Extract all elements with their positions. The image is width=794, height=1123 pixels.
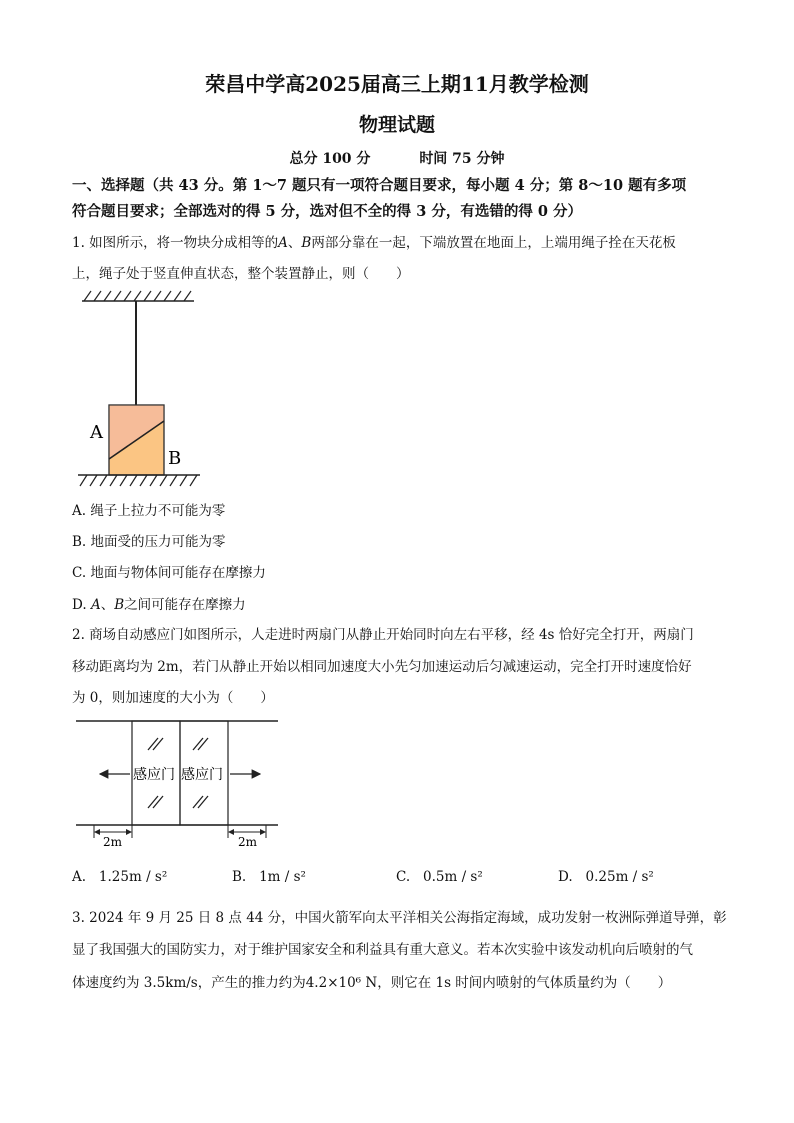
q2-c-label: C. bbox=[396, 869, 411, 885]
q3-stem-line3 bbox=[72, 971, 671, 991]
q2-b-label: B. bbox=[232, 869, 247, 885]
q3-text: 体速度约为 3.5km/s，产生的推力约为 bbox=[72, 975, 306, 991]
q1-var-a: A bbox=[278, 235, 288, 251]
q1-option-a[interactable]: A. 绳子上拉力不可能为零 bbox=[72, 503, 226, 519]
page-subtitle: 物理试题 bbox=[358, 114, 435, 136]
q2-option-a[interactable] bbox=[72, 869, 167, 885]
q3-stem-line2: 显了我国强大的国防实力，对于维护国家安全和利益具有重大意义。若本次实验中该发动机向后喷射的气 bbox=[72, 942, 693, 958]
q2-a-value: 1.25m / s² bbox=[98, 869, 168, 885]
q2-d-label: D. bbox=[558, 869, 573, 885]
door-left-label: 感应门 bbox=[133, 767, 175, 783]
q2-option-c[interactable] bbox=[396, 869, 483, 885]
q1-var-b: B bbox=[301, 235, 312, 251]
q2-stem-line3: 为 0，则加速度的大小为（ ） bbox=[72, 690, 274, 706]
q2-stem-line1: 2. 商场自动感应门如图所示，人走进时两扇门从静止开始同时向左右平移，经 4s 恰好完全打开，两扇门 bbox=[72, 627, 694, 643]
label-b: B bbox=[168, 448, 182, 469]
door-right-label: 感应门 bbox=[181, 767, 223, 783]
q1-d-prefix: D. bbox=[72, 597, 91, 613]
q2-figure bbox=[74, 712, 282, 852]
ground bbox=[78, 475, 200, 486]
exam-time: 时间 75 分钟 bbox=[419, 151, 505, 167]
q2-c-value: 0.5m / s² bbox=[423, 869, 483, 885]
q1-figure bbox=[78, 288, 208, 488]
q1-text: 1. 如图所示，将一物块分成相等的 bbox=[72, 235, 279, 251]
q2-option-d[interactable] bbox=[558, 869, 654, 885]
q2-stem-line2: 移动距离均为 2m，若门从静止开始以相同加速度大小先匀加速运动后匀减速运动，完全打开时速度恰好 bbox=[72, 659, 692, 675]
q2-option-b[interactable] bbox=[232, 869, 306, 885]
total-score: 总分 100 分 bbox=[289, 151, 371, 167]
section-heading-line2: 符合题目要求；全部选对的得 5 分，选对但不全的得 3 分，有选错的得 0 分） bbox=[72, 203, 583, 220]
q1-option-d[interactable] bbox=[72, 593, 246, 613]
q1-option-c[interactable]: C. 地面与物体间可能存在摩擦力 bbox=[72, 565, 266, 581]
dim-left-label: 2m bbox=[103, 835, 123, 849]
q1-d-var-b: B bbox=[114, 597, 125, 613]
q2-d-value: 0.25m / s² bbox=[585, 869, 654, 885]
q1-d-sep: 、 bbox=[100, 597, 115, 613]
section-heading-line1: 一、选择题（共 43 分。第 1～7 题只有一项符合题目要求，每小题 4 分；第 8～10 题有多项 bbox=[72, 177, 687, 194]
q1-sep: 、 bbox=[287, 235, 302, 251]
q3-force: 4.2×10⁶ N bbox=[305, 975, 378, 991]
label-a: A bbox=[90, 422, 103, 443]
q2-a-label: A. bbox=[72, 869, 87, 885]
page-title: 荣昌中学高2025届高三上期11月教学检测 bbox=[205, 72, 589, 96]
q1-stem-line2: 上，绳子处于竖直伸直状态，整个装置静止，则（ ） bbox=[72, 266, 410, 282]
q1-option-b[interactable]: B. 地面受的压力可能为零 bbox=[72, 534, 226, 550]
q1-text-cont: 两部分靠在一起，下端放置在地面上，上端用绳子拴在天花板 bbox=[311, 235, 676, 251]
ceiling bbox=[82, 291, 194, 301]
q3-text-cont: ，则它在 1s 时间内喷射的气体质量约为（ ） bbox=[377, 975, 672, 991]
q1-d-suffix: 之间可能存在摩擦力 bbox=[124, 597, 246, 613]
q1-stem-line1 bbox=[72, 231, 676, 251]
q3-stem-line1: 3. 2024 年 9 月 25 日 8 点 44 分，中国火箭军向太平洋相关公海指定海域，成功发射一枚洲际弹道导弹，彰 bbox=[72, 910, 727, 926]
exam-meta bbox=[0, 148, 794, 168]
q2-b-value: 1m / s² bbox=[259, 869, 306, 885]
q1-d-var-a: A bbox=[90, 597, 101, 613]
dim-right-label: 2m bbox=[238, 835, 258, 849]
